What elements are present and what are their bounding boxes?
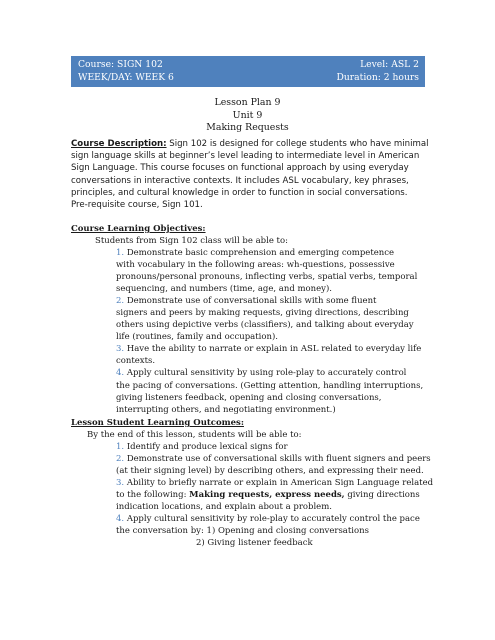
outcome-text: 2) Giving listener feedback (196, 538, 313, 549)
course-description-label: Course Description: (71, 139, 167, 149)
objective-text: Apply cultural sensitivity by using role-play to accurately control (124, 368, 407, 379)
objective-text: life (routines, family and occupation). (116, 332, 278, 343)
objective-text: Demonstrate basic comprehension and emerging competence (124, 248, 395, 258)
objectives-heading: Course Learning Objectives: (71, 224, 206, 234)
outcome-number: 3. (116, 478, 125, 489)
lesson-title-block (0, 97, 495, 135)
objective-text: sequencing, and numbers (time, age, and money). (116, 284, 332, 295)
outcome-text: Demonstrate use of conversational skills with fluent signers and peers (124, 454, 431, 465)
outcomes-heading: Lesson Student Learning Outcomes: (71, 418, 244, 428)
outcome-text: Ability to briefly narrate or explain in American Sign Language related (124, 478, 434, 489)
objective-number: 1. (116, 248, 125, 258)
objective-text: pronouns/personal pronouns, inflecting verbs, spatial verbs, temporal (116, 272, 418, 283)
objective-text: others using depictive verbs (classifiers), and talking about everyday (116, 320, 414, 331)
outcome-text: Apply cultural sensitivity by role-play to accurately control the pace (124, 514, 420, 525)
description-line: Sign 102 is designed for college students who have minimal (166, 139, 429, 149)
week-day: WEEK/DAY: WEEK 6 (78, 71, 174, 83)
outcome-number: 4. (116, 514, 125, 525)
objective-text: the pacing of conversations. (Getting attention, handling interruptions, (116, 380, 424, 391)
outcome-number: 1. (116, 442, 125, 452)
course-code: Course: SIGN 102 (78, 59, 163, 70)
outcome-text: indication locations, and explain about a problem. (116, 502, 332, 513)
outcome-text: Identify and produce lexical signs for (124, 442, 288, 452)
objectives-list (116, 247, 423, 416)
objective-text: giving listeners feedback, opening and closing conversations, (116, 392, 382, 403)
description-line: sign language skills at beginner’s level leading to intermediate level in American (71, 151, 420, 162)
objective-text: Have the ability to narrate or explain in ASL related to everyday life (124, 344, 422, 355)
objective-number: 4. (116, 368, 125, 379)
outcome-text: the conversation by: 1) Opening and closing conversations (116, 526, 369, 537)
outcome-text: (at their signing level) by describing others, and expressing their need. (116, 466, 424, 477)
lesson-plan-title: Lesson Plan 9 (214, 97, 281, 108)
outcome-text: to the following: (116, 490, 190, 501)
course-description (71, 138, 429, 211)
duration: Duration: 2 hours (336, 71, 419, 83)
topic-title: Making Requests (206, 122, 289, 133)
unit-title: Unit 9 (232, 109, 263, 121)
outcome-number: 2. (116, 454, 125, 465)
outcomes-intro: By the end of this lesson, students will be able to: (87, 430, 302, 440)
objective-text: with vocabulary in the following areas: wh-questions, possessive (116, 260, 395, 271)
outcome-emphasis: Making requests, express needs, (189, 490, 345, 501)
objective-number: 3. (116, 344, 125, 355)
course-level: Level: ASL 2 (360, 59, 419, 70)
objective-text: interrupting others, and negotiating environment.) (116, 404, 336, 415)
objective-text: signers and peers by making requests, giving directions, describing (116, 308, 409, 319)
description-line: principles, and cultural knowledge in order to function in social conversations. (71, 187, 408, 198)
outcome-text: giving directions (344, 490, 420, 501)
description-line: Pre-requisite course, Sign 101. (71, 200, 203, 211)
description-line: conversations in interactive contexts. It includes ASL vocabulary, key phrases, (71, 175, 409, 186)
objective-text: contexts. (116, 356, 156, 367)
course-info-banner (71, 56, 425, 87)
objective-text: Demonstrate use of conversational skills with some fluent (124, 296, 377, 307)
description-line: Sign Language. This course focuses on functional approach by using everyday (71, 163, 409, 174)
outcomes-list (116, 441, 433, 549)
objectives-intro: Students from Sign 102 class will be able to: (95, 236, 288, 246)
objective-number: 2. (116, 296, 125, 307)
